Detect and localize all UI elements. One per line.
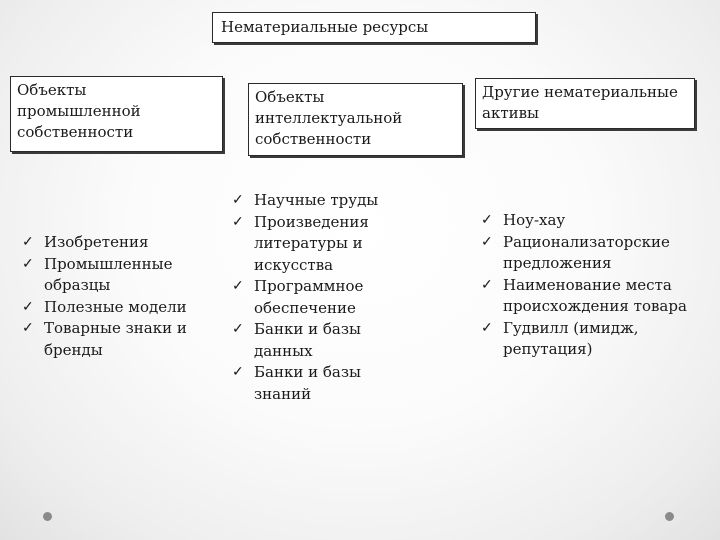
item-text: литературы и [254, 234, 363, 252]
item-text: Промышленные [44, 254, 173, 273]
list-item [481, 210, 687, 232]
item-text: Банки и базы [254, 363, 361, 381]
decorative-dot [43, 512, 52, 521]
check-icon: ✓ [232, 213, 244, 230]
other-title-line-1: Другие нематериальные [482, 83, 678, 101]
intellectual-property-box [248, 83, 463, 156]
item-text: Товарные знаки и [44, 319, 187, 337]
check-icon: ✓ [481, 319, 493, 336]
list-item [481, 232, 687, 275]
industrial-property-box [10, 76, 223, 152]
item-text: Рационализаторские [503, 232, 670, 251]
item-text: Банки и базы [254, 320, 361, 338]
check-icon: ✓ [232, 278, 244, 294]
industrial-items-list [22, 232, 187, 361]
check-icon: ✓ [481, 276, 493, 293]
item-text: обеспечение [254, 298, 356, 317]
item-text: Изобретения [44, 233, 149, 251]
item-text: данных [254, 341, 313, 360]
item-text: Полезные модели [44, 297, 187, 316]
item-text: знаний [254, 384, 312, 403]
list-item [232, 362, 378, 405]
check-icon: ✓ [232, 364, 244, 380]
list-item [22, 232, 187, 254]
intellectual-title-line-1: Объекты [255, 88, 325, 106]
item-text: бренды [44, 340, 103, 359]
intellectual-title-line-2: интеллектуальной [255, 109, 403, 127]
item-text: Программное [254, 277, 364, 295]
check-icon: ✓ [22, 255, 34, 272]
root-node-title: Нематериальные ресурсы [221, 18, 429, 36]
item-text: искусства [254, 255, 334, 274]
industrial-title-line-1: Объекты [17, 81, 87, 99]
industrial-title-line-3: собственности [17, 123, 134, 141]
item-text: Ноу-хау [503, 211, 566, 229]
check-icon: ✓ [481, 212, 493, 228]
item-text: репутация) [503, 340, 593, 358]
check-icon: ✓ [481, 233, 493, 250]
list-item [22, 297, 187, 319]
decorative-dot [665, 512, 674, 521]
intellectual-title-line-3: собственности [255, 130, 372, 148]
check-icon: ✓ [22, 234, 34, 250]
other-items-list [481, 210, 687, 361]
item-text: Гудвилл (имидж, [503, 318, 639, 337]
list-item [22, 254, 187, 297]
check-icon: ✓ [232, 321, 244, 337]
check-icon: ✓ [232, 192, 244, 208]
root-node-box [212, 12, 536, 43]
item-text: предложения [503, 254, 612, 272]
list-item [232, 212, 378, 277]
list-item [481, 318, 687, 361]
other-intangibles-box [475, 78, 695, 129]
item-text: происхождения товара [503, 297, 687, 315]
check-icon: ✓ [22, 298, 34, 315]
item-text: Произведения [254, 212, 369, 231]
other-title-line-2: активы [482, 104, 539, 122]
item-text: Научные труды [254, 191, 379, 209]
list-item [22, 318, 187, 361]
intellectual-items-list [232, 190, 378, 405]
list-item [232, 319, 378, 362]
check-icon: ✓ [22, 320, 34, 336]
list-item [481, 275, 687, 318]
item-text: образцы [44, 276, 111, 294]
industrial-title-line-2: промышленной [17, 102, 141, 120]
list-item [232, 276, 378, 319]
list-item [232, 190, 378, 212]
item-text: Наименование места [503, 275, 672, 294]
